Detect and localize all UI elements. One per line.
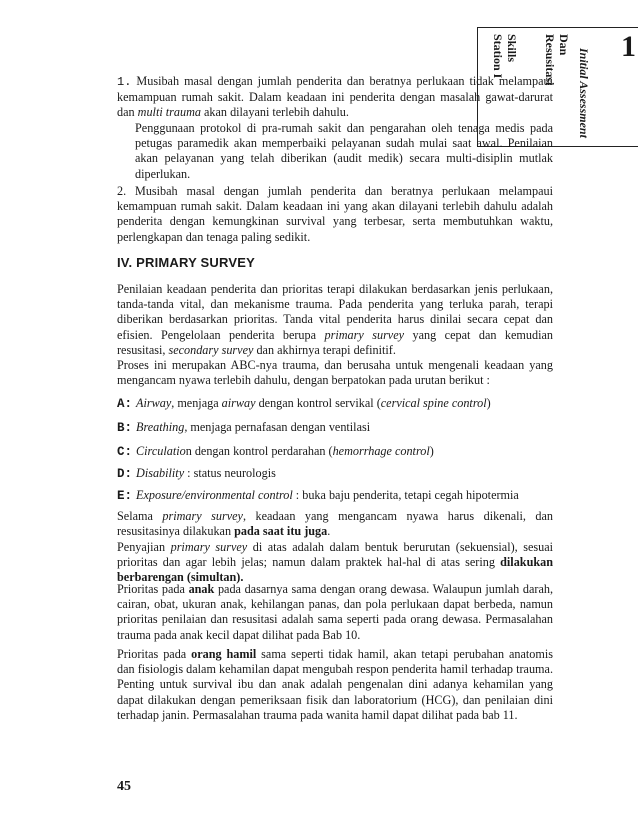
p3-text-b: di atas adalah dalam bentuk berurutan (sekuensial), sesuai prioritas dan agar lebih jelas; namun dalam praktek hal-hal di atas sering <box>117 540 554 570</box>
chapter-number: 1 <box>621 30 636 63</box>
abcde-text: : buka baju penderita, tetapi cegah hipotermia <box>292 488 519 502</box>
abcde-initial: E <box>136 488 144 502</box>
abcde-term: isability <box>144 466 185 480</box>
abcde-italic: airway <box>221 396 256 410</box>
chapter-title-line-5: Station I <box>491 34 505 79</box>
abcde-item-a <box>117 396 553 412</box>
abcde-item-e <box>117 488 553 504</box>
abcde-italic: hemorrhage control <box>332 444 430 458</box>
p5-text-a: Prioritas pada <box>117 647 192 661</box>
paragraph-anak <box>117 582 553 643</box>
abcde-term: irculatio <box>144 444 186 458</box>
p4-text-a: Prioritas pada <box>117 582 189 596</box>
p2-bold: pada saat itu juga <box>234 524 328 539</box>
abcde-item-c <box>117 444 553 460</box>
chapter-title-line-2: Dan <box>557 34 571 56</box>
paragraph-hamil <box>117 647 553 723</box>
p2-text-b: , keadaan yang mengancam nyawa harus dikenali, dan resusitasinya dilakukan <box>117 509 554 539</box>
p1-secondary-survey: secondary survey <box>168 342 254 357</box>
p5-bold: orang hamil <box>191 647 257 661</box>
abcde-text: , menjaga <box>171 396 222 410</box>
p2-text-c: . <box>327 524 331 539</box>
abcde-term: irway <box>143 396 172 410</box>
abcde-initial: D <box>136 466 145 480</box>
abcde-letter: A: <box>117 397 133 411</box>
p3-text-a: Penyajian <box>117 540 171 554</box>
abcde-italic-2: cervical spine control <box>380 396 487 410</box>
abcde-letter: C: <box>117 445 133 459</box>
intro-item-1-end: akan dilayani terlebih dahulu. <box>200 105 349 120</box>
paragraph-selama <box>117 509 553 539</box>
abcde-item-b <box>117 420 553 436</box>
chapter-title-line-4: Skills <box>505 34 519 63</box>
abcde-initial: C <box>136 444 145 458</box>
abcde-text: : status neurologis <box>184 466 276 480</box>
p2-text-a: Selama <box>117 509 163 523</box>
abcde-initial: B <box>136 420 144 434</box>
intro-item-1-text: Musibah masal dengan jumlah penderita dan beratnya perlukaan tidak melampaui kemampuan rumah sakit. Dalam keadaan ini penderita dengan masalah gawat-darurat dan <box>117 74 553 120</box>
abcde-letter: E: <box>117 489 133 503</box>
p4-text-b: pada dasarnya sama dengan orang dewasa. Walaupun jumlah darah, cairan, obat, ukuran anak, kehilangan panas, dan pola perlukaan dapat berbeda, namun prioritas penilaian dan resusitasi adalah sama seperti pada orang dewasa. Permasalahan trauma pada anak kecil dapat dilihat pada Bab 10. <box>117 582 553 642</box>
section-heading: IV. PRIMARY SURVEY <box>117 255 255 270</box>
page-number: 45 <box>117 779 131 794</box>
p2-italic: primary survey <box>162 509 243 523</box>
p3-italic: primary survey <box>170 540 248 554</box>
abcde-term: reathing, <box>143 420 188 434</box>
p1-text-c: dan akhirnya terapi definitif. <box>253 342 396 357</box>
p1-text-b: yang cepat dan kemudian resusitasi, <box>117 327 553 357</box>
p3-bold: dilakukan berbarengan (simultan). <box>117 555 553 585</box>
list-marker: 1. <box>117 75 132 89</box>
abcde-text-2: dengan kontrol servikal ( <box>255 396 381 410</box>
abcde-term: xposure/environmental control <box>143 488 293 502</box>
intro-item-1 <box>117 74 553 121</box>
p1-primary-survey: primary survey <box>324 327 405 342</box>
abcde-initial: A <box>136 396 144 410</box>
intro-item-1-italic: multi trauma <box>137 105 201 120</box>
chapter-title-line-3: Resusitasi <box>543 34 557 86</box>
p4-bold: anak <box>188 582 215 596</box>
intro-item-2: 2. Musibah masal dengan jumlah penderita dan beratnya perlukaan melampaui kemampuan rumah sakit. Dalam keadaan ini yang akan dilayani terlebih dahulu adalah penderita dengan kemungkinan survival yang terbesar, serta membutuhkan waktu, perlengkapan dan tenaga paling sedikit. <box>117 184 553 244</box>
paragraph-penyajian <box>117 540 553 586</box>
p5-text-b: sama seperti tidak hamil, akan tetapi perubahan anatomis dan fisiologis dalam kehamilan dapat mengubah respon penderita hamil terhadap trauma. Penting untuk survival ibu dan anak adalah pengenalan dini adanya kehamilan yang dapat dilakukan dengan pemeriksaan fisik dan laboratorium (HCG), dan penilaian dini terhadap janin. Permasalahan trauma pada wanita hamil dapat dilihat pada bab 11. <box>117 647 553 722</box>
p1-text-d: Proses ini merupakan ABC-nya trauma, dan berusaha untuk mengenali keadaan yang mengancam nyawa terlebih dahulu, dengan berpatokan pada urutan berikut : <box>117 358 553 388</box>
p1-text-a: Penilaian keadaan penderita dan prioritas terapi dilakukan berdasarkan jenis perlukaan, tanda-tanda vital, dan mekanisme trauma. Pada penderita yang terluka parah, terapi diberikan berdasarkan prioritas. Tanda vital penderita harus dinilai secara cepat dan efisien. Pengelolaan penderita berupa <box>117 282 553 342</box>
primary-survey-paragraph-1 <box>117 282 553 388</box>
abcde-text-2: ) <box>429 444 434 458</box>
abcde-text-3: ) <box>486 396 491 410</box>
abcde-text: n dengan kontrol perdarahan ( <box>185 444 333 458</box>
intro-item-1-paragraph-2: Penggunaan protokol di pra-rumah sakit dan pengarahan oleh tenaga medis pada petugas paramedik akan memperbaiki pelayanan sudah mulai saat awal. Penilaian akan pelayanan yang telah diberikan (audit medik) secara multi-disiplin mutlak diperlukan. <box>135 121 553 181</box>
chapter-title: Initial Assessment <box>577 48 591 138</box>
abcde-letter: B: <box>117 421 133 435</box>
abcde-item-d <box>117 466 553 482</box>
abcde-letter: D: <box>117 467 133 481</box>
abcde-text: menjaga pernafasan dengan ventilasi <box>187 420 371 434</box>
